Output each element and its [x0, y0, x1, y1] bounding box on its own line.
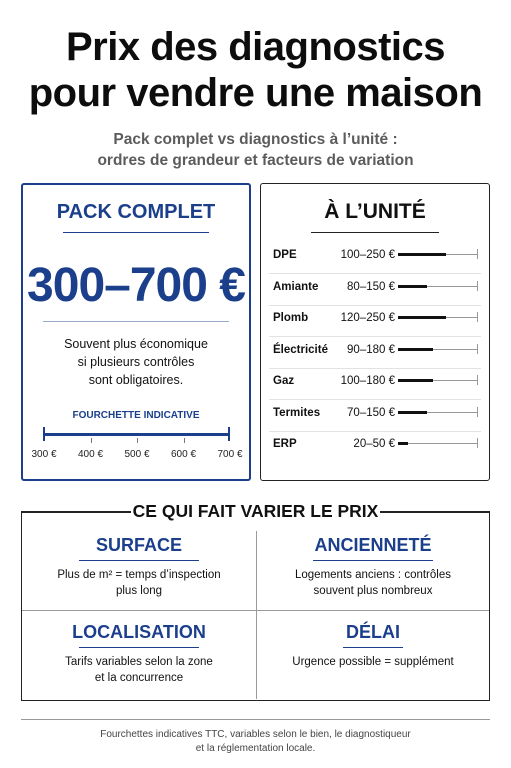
page-title-line2: pour vendre une maison [28, 71, 483, 115]
unit-bar [398, 316, 446, 319]
factor-desc [22, 654, 256, 686]
unit-bar-track-end [477, 344, 478, 354]
price-scale-start-cap [43, 427, 45, 441]
unit-bar [398, 253, 446, 256]
unit-bar-track-end [477, 312, 478, 322]
pack-complet-card [21, 183, 251, 481]
subtitle-line1: Pack complet vs diagnostics à l’unité : [113, 131, 398, 148]
factor-surface [22, 535, 256, 599]
pack-title: PACK COMPLET [56, 201, 216, 223]
price-scale-label: 400 € [77, 449, 104, 460]
factor-desc-line1: Tarifs variables selon la zone [65, 656, 213, 668]
price-scale-end-cap [228, 427, 230, 441]
page-subtitle [0, 129, 511, 171]
price-scale-label: 300 € [31, 449, 57, 460]
factor-desc-line2: plus long [115, 585, 163, 597]
unit-bar [398, 348, 433, 351]
unit-name: Amiante [273, 280, 319, 293]
unit-bar-track-end [477, 407, 478, 417]
a-l-unite-card [260, 183, 490, 481]
unit-bar [398, 411, 427, 414]
factor-rule [79, 560, 199, 561]
unit-title: À L’UNITÉ [324, 200, 426, 223]
factor-title: DÉLAI [346, 622, 400, 642]
factor-desc [256, 567, 490, 599]
unit-row [261, 305, 489, 337]
page-title-line1: Prix des diagnostics [65, 25, 446, 69]
unit-bar [398, 285, 427, 288]
unit-row [261, 242, 489, 274]
unit-price: 120–250 € [340, 312, 395, 324]
unit-row [261, 337, 489, 369]
unit-price: 20–50 € [353, 438, 395, 450]
subtitle-line2: ordres de grandeur et facteurs de variation [97, 152, 414, 169]
factor-title: SURFACE [95, 535, 182, 555]
unit-title-rule [311, 232, 439, 233]
unit-price: 100–180 € [340, 375, 395, 387]
factor-desc-line1: Logements anciens : contrôles [295, 569, 451, 581]
unit-bar-track-end [477, 438, 478, 448]
factor-desc [256, 654, 490, 670]
unit-bar [398, 379, 433, 382]
unit-bar [398, 442, 408, 445]
footer-line1: Fourchettes indicatives TTC, variables selon le bien, le diagnostiqueur [100, 729, 411, 740]
unit-bar-track-end [477, 249, 478, 259]
pack-title-rule [63, 232, 209, 233]
footer-rule [21, 719, 490, 720]
factor-title: ANCIENNETÉ [314, 535, 432, 555]
pack-desc-line2: si plusieurs contrôles [77, 355, 195, 369]
pack-price: 300–700 € [27, 259, 245, 312]
page-title [0, 24, 511, 116]
pack-desc-line1: Souvent plus économique [64, 337, 208, 351]
factor-delai [256, 622, 490, 670]
unit-row [261, 274, 489, 306]
unit-name: Plomb [273, 312, 309, 324]
pack-price-rule [43, 321, 229, 322]
unit-bar-track-end [477, 375, 478, 385]
unit-price: 100–250 € [340, 249, 395, 261]
unit-name: DPE [273, 249, 297, 261]
price-scale-tick [91, 438, 92, 443]
price-scale-label: 600 € [170, 449, 197, 460]
factor-anciennete [256, 535, 490, 599]
unit-bar-track [398, 443, 478, 444]
unit-name: ERP [273, 438, 297, 450]
price-scale-line [44, 433, 230, 436]
unit-price: 90–180 € [347, 343, 395, 356]
price-scale-tick [184, 438, 185, 443]
unit-row [261, 368, 489, 400]
factor-rule [343, 647, 403, 648]
factor-desc-line1: Plus de m² = temps d’inspection [57, 569, 221, 581]
unit-name: Électricité [273, 343, 328, 356]
factor-rule [313, 560, 433, 561]
factors-grid [21, 511, 490, 701]
factors-title: CE QUI FAIT VARIER LE PRIX [132, 501, 379, 521]
factor-desc [22, 567, 256, 599]
price-scale-label: 500 € [124, 449, 150, 460]
footer-note [0, 728, 511, 756]
unit-row [261, 400, 489, 432]
factor-desc-line1: Urgence possible = supplément [292, 656, 454, 668]
unit-bar-track-end [477, 281, 478, 291]
footer-line2: et la réglementation locale. [195, 743, 316, 754]
factor-desc-line2: souvent plus nombreux [313, 585, 433, 597]
factor-desc-line2: et la concurrence [94, 672, 184, 684]
unit-row [261, 431, 489, 463]
price-scale-tick [137, 438, 138, 443]
factor-title: LOCALISATION [72, 622, 206, 642]
unit-price: 80–150 € [347, 280, 395, 293]
unit-price: 70–150 € [347, 406, 395, 419]
pack-desc-line3: sont obligatoires. [88, 373, 184, 387]
pack-description [33, 335, 239, 389]
range-label: FOURCHETTE INDICATIVE [72, 410, 200, 421]
factor-rule [79, 647, 199, 648]
factor-localisation [22, 622, 256, 686]
price-scale-label: 700 € [217, 449, 243, 460]
unit-name: Termites [273, 406, 321, 419]
factors-horizontal-divider [22, 610, 489, 611]
unit-name: Gaz [273, 375, 295, 387]
